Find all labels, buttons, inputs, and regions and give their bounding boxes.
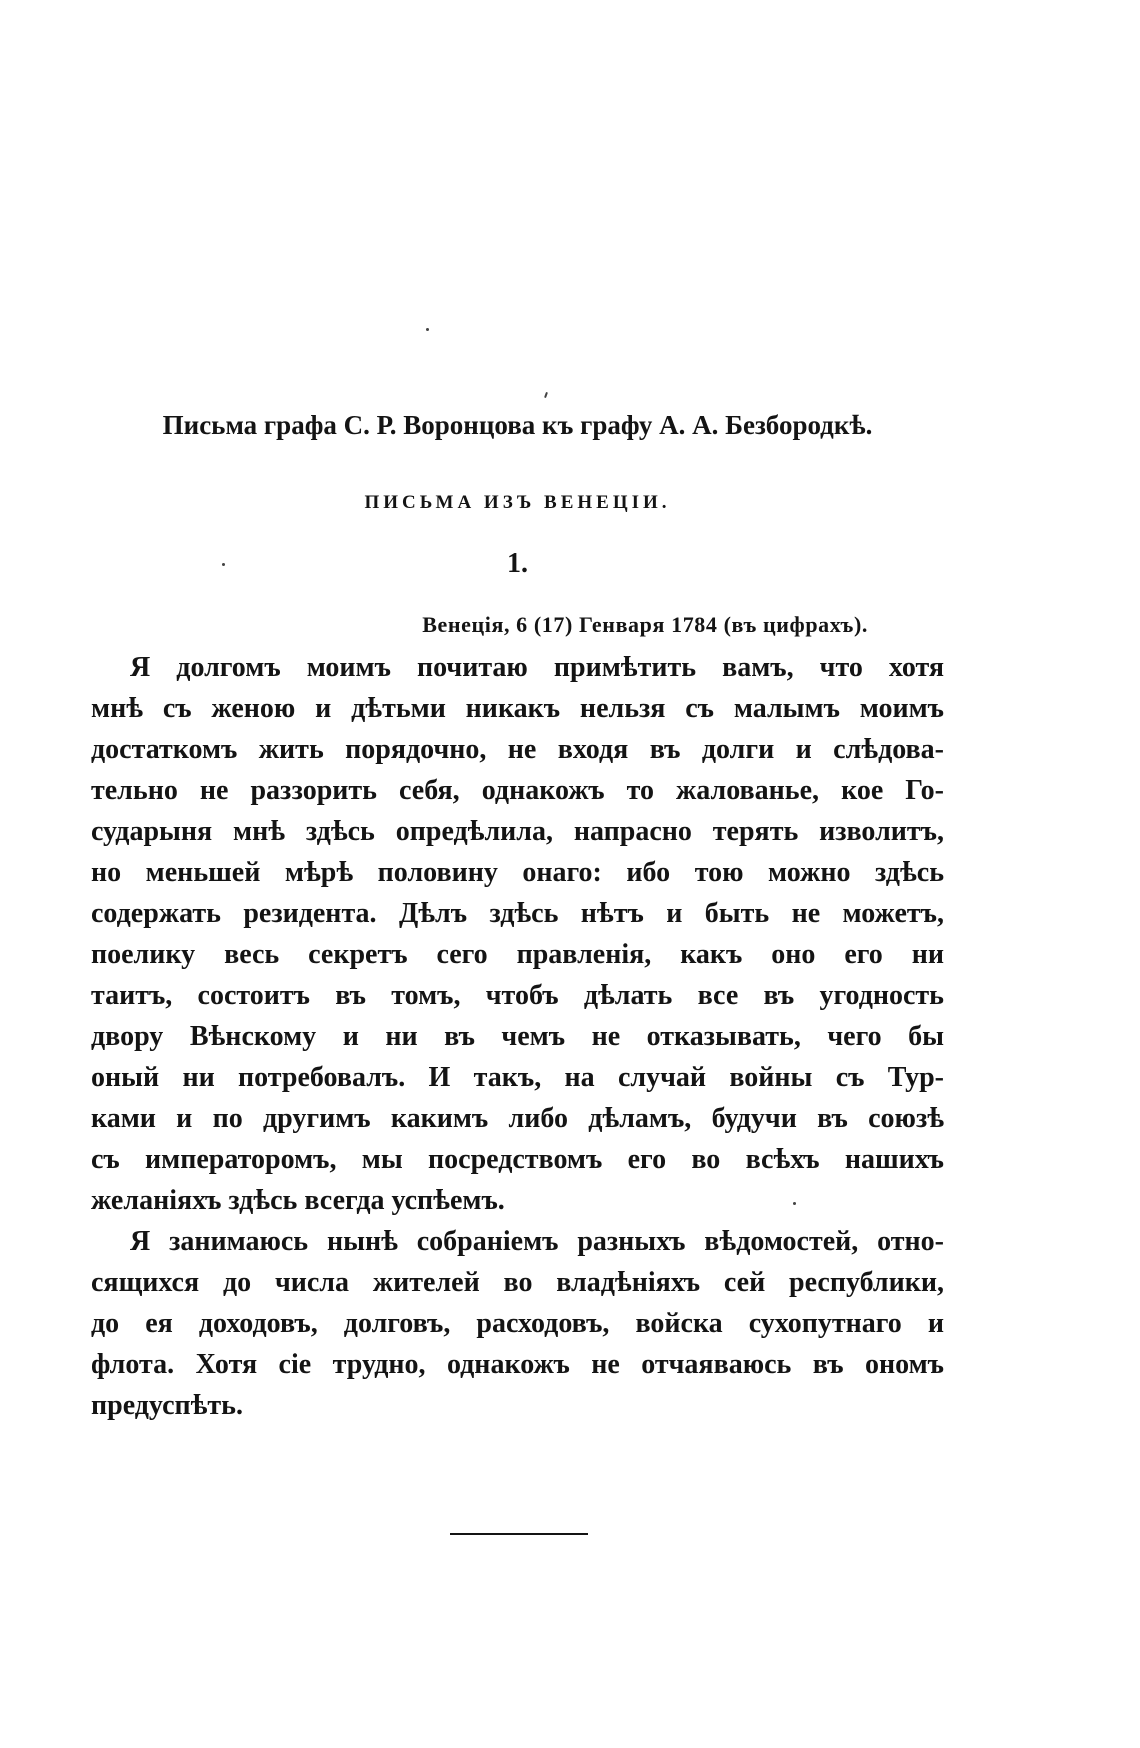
- text-line: Я долгомъ моимъ почитаю примѣтить вамъ, что хотя: [130, 652, 944, 683]
- scan-speck: [544, 392, 548, 398]
- text-line: тельно не раззорить себя, однакожъ то жалованье, кое Го-: [91, 775, 944, 806]
- letter-body: [91, 647, 944, 1426]
- text-line: флота. Хотя сіе трудно, однакожъ не отчаяваюсь въ ономъ: [91, 1349, 944, 1380]
- text-line: содержать резидента. Дѣлъ здѣсь нѣтъ и быть не можетъ,: [91, 898, 944, 929]
- text-line: поелику весь секретъ сего правленія, какъ оно его ни: [91, 939, 944, 970]
- text-line: предуспѣть.: [91, 1390, 243, 1421]
- text-line: сящихся до числа жителей во владѣніяхъ сей республики,: [91, 1267, 944, 1298]
- page-title: Письма графа С. Р. Воронцова къ графу А. А. Безбородкѣ.: [162, 410, 873, 440]
- text-line: мнѣ съ женою и дѣтьми никакъ нельзя съ малымъ моимъ: [91, 693, 944, 724]
- scan-speck: [793, 1202, 796, 1205]
- text-line: но меньшей мѣрѣ половину онаго: ибо тою можно здѣсь: [91, 857, 944, 888]
- text-line: достаткомъ жить порядочно, не входя въ долги и слѣдова-: [91, 734, 944, 765]
- text-line: двору Вѣнскому и ни въ чемъ не отказывать, чего бы: [91, 1021, 944, 1052]
- text-line: съ императоромъ, мы посредствомъ его во всѣхъ нашихъ: [91, 1144, 944, 1175]
- paragraph: [91, 1221, 944, 1426]
- text-line: до ея доходовъ, долговъ, расходовъ, войска сухопутнаго и: [91, 1308, 944, 1339]
- text-line: сударыня мнѣ здѣсь опредѣлила, напрасно терять изволитъ,: [91, 816, 944, 847]
- text-line: желаніяхъ здѣсь всегда успѣемъ.: [91, 1185, 505, 1216]
- text-line: таитъ, состоитъ въ томъ, чтобъ дѣлать все въ угодность: [91, 980, 944, 1011]
- section-end-rule: [450, 1533, 588, 1535]
- paragraph: [91, 647, 944, 1221]
- text-line: ками и по другимъ какимъ либо дѣламъ, будучи въ союзѣ: [91, 1103, 944, 1134]
- text-line: Я занимаюсь нынѣ собраніемъ разныхъ вѣдомостей, отно-: [130, 1226, 944, 1257]
- text-line: оный ни потребовалъ. И такъ, на случай войны съ Тур-: [91, 1062, 944, 1093]
- letter-number: 1.: [507, 548, 528, 579]
- letter-dateline: Венеція, 6 (17) Генваря 1784 (въ цифрахъ).: [422, 612, 868, 637]
- section-heading: ПИСЬМА ИЗЪ ВЕНЕЦІИ.: [364, 492, 671, 513]
- scan-speck: [426, 328, 429, 331]
